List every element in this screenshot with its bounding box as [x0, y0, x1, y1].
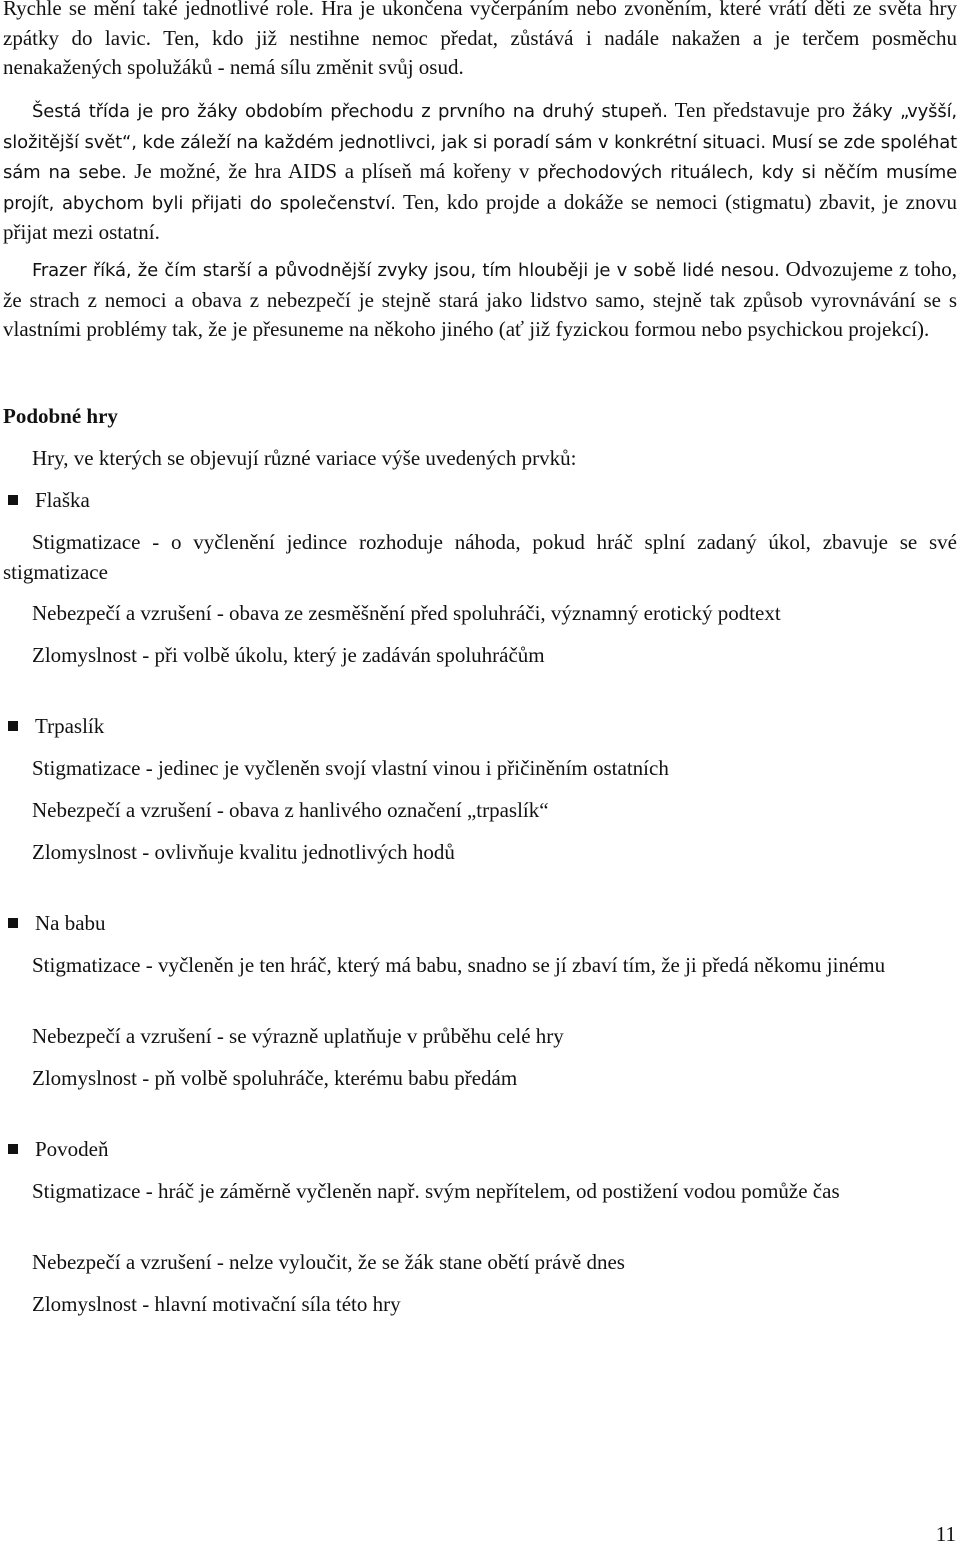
game-nebezpeci: [3, 599, 957, 629]
paragraph-text: Stigmatizace - o vyčlenění jedince rozhoduje náhoda, pokud hráč splní zadaný úkol, zbavuje se své stigmatizace: [3, 530, 957, 584]
paragraph-text: Rychle se mění také jednotlivé role. Hra je ukončena vyčerpáním nebo zvoněním, které vrátí děti ze světa hry zpátky do lavic. Ten, kdo již nestihne nemoc předat, zůstává i nadále nakažen a je terčem posměchu nenakažených spolužáků - nemá sílu změnit svůj osud.: [3, 0, 957, 79]
game-name: Flaška: [35, 488, 90, 512]
paragraph-sixth-grade: [3, 96, 957, 248]
game-zlomyslnost: [3, 641, 957, 671]
document-page: [3, 0, 957, 1550]
list-item-game: [3, 909, 106, 939]
section-heading: Podobné hry: [3, 404, 118, 428]
text-run: Ten představuje pro: [667, 98, 853, 122]
paragraph-text: [3, 255, 957, 345]
intro-line: [3, 444, 957, 474]
game-zlomyslnost: [3, 838, 957, 868]
text-run: Odvozujeme z toho, že strach z nemoci a obava z nebezpečí je stejně stará jako lidstvo samo, stejně tak způsob vyrovnávání se s vlastními problémy tak, že je přesuneme na někoho jiného (ať již fyzickou formou nebo psychickou projekcí).: [3, 257, 958, 341]
square-bullet-icon: [8, 1144, 18, 1154]
game-name: Na babu: [35, 911, 106, 935]
list-item-game: [3, 712, 104, 742]
paragraph-text: Zlomyslnost - pň volbě spoluhráče, kterému babu předám: [32, 1066, 518, 1090]
paragraph-text: Zlomyslnost - ovlivňuje kvalitu jednotlivých hodů: [32, 840, 455, 864]
paragraph-text: Zlomyslnost - při volbě úkolu, který je zadáván spoluhráčům: [32, 643, 545, 667]
paragraph-text: Stigmatizace - jedinec je vyčleněn svojí vlastní vinou i přičiněním ostatních: [32, 756, 669, 780]
game-nebezpeci: [3, 1022, 957, 1052]
paragraph-text: Nebezpečí a vzrušení - se výrazně uplatňuje v průběhu celé hry: [32, 1024, 564, 1048]
game-stigmatizace: [3, 1177, 957, 1207]
game-name: Trpaslík: [35, 714, 105, 738]
list-item-game: [3, 1135, 109, 1165]
paragraph-text: Hry, ve kterých se objevují různé variace výše uvedených prvků:: [32, 446, 577, 470]
paragraph-frazer: [3, 255, 957, 345]
list-item-game: [3, 486, 90, 516]
game-nebezpeci: [3, 796, 957, 826]
game-stigmatizace: [3, 528, 957, 587]
game-stigmatizace: [3, 951, 957, 981]
square-bullet-icon: [8, 495, 18, 505]
text-run: Šestá třída je pro žáky obdobím přechodu z prvního na druhý stupeň.: [32, 101, 668, 122]
game-zlomyslnost: [3, 1064, 957, 1094]
square-bullet-icon: [8, 721, 18, 731]
game-stigmatizace: [3, 754, 957, 784]
square-bullet-icon: [8, 918, 18, 928]
text-run: žáky „vyšší, složitější svět“, kde záleží na každém jednotlivci, jak si poradí sám v konkrétní situaci. Musí se zde spoléhat sám na sebe.: [3, 101, 957, 183]
game-nebezpeci: [3, 1248, 957, 1278]
game-name: Povodeň: [35, 1137, 109, 1161]
paragraph-text: Zlomyslnost - hlavní motivační síla této hry: [32, 1292, 401, 1316]
paragraph-text: Nebezpečí a vzrušení - obava ze zesměšnění před spoluhráči, významný erotický podtext: [32, 601, 781, 625]
game-zlomyslnost: [3, 1290, 957, 1320]
paragraph-text: Nebezpečí a vzrušení - obava z hanlivého označení „trpaslík“: [32, 798, 549, 822]
paragraph-text: Nebezpečí a vzrušení - nelze vyloučit, že se žák stane obětí právě dnes: [32, 1250, 625, 1274]
page-number: 11: [935, 1522, 956, 1546]
text-run: Frazer říká, že čím starší a původnější zvyky jsou, tím hlouběji je v sobě lidé nesou.: [32, 260, 780, 281]
text-run: Ten, kdo projde a dokáže se nemoci (stigmatu) zbavit, je znovu přijat mezi ostatní.: [3, 189, 957, 244]
text-run: Je možné, že hra AIDS a plíseň má kořeny v: [126, 159, 538, 183]
paragraph-text: Stigmatizace - vyčleněn je ten hráč, který má babu, snadno se jí zbaví tím, že ji předá někomu jinému: [32, 953, 886, 977]
paragraph-roles: [3, 0, 957, 83]
text-run: přechodových rituálech, kdy si něčím musíme projít, abychom byli přijati do společenství.: [3, 162, 957, 214]
paragraph-text: Stigmatizace - hráč je záměrně vyčleněn např. svým nepřítelem, od postižení vodou pomůže čas: [32, 1179, 840, 1203]
paragraph-text: [3, 96, 957, 248]
